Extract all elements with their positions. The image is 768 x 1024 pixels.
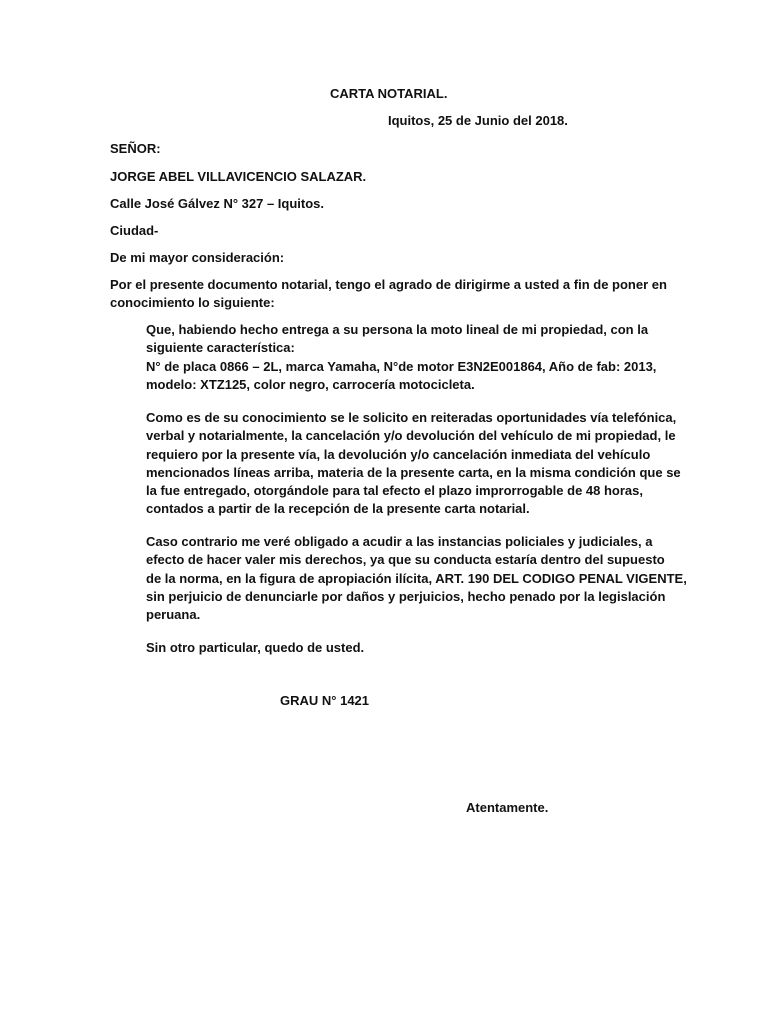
paragraph-line: mencionados líneas arriba, materia de la presente carta, en la misma condición que se — [146, 464, 681, 480]
paragraph-line: sin perjuicio de denunciarle por daños y perjuicios, hecho penado por la legislación — [146, 588, 666, 604]
paragraph-line: siguiente característica: — [146, 340, 295, 356]
intro-paragraph — [110, 276, 667, 313]
address-reference: GRAU N° 1421 — [280, 693, 370, 708]
paragraph-line: peruana. — [146, 607, 201, 623]
greeting: De mi mayor consideración: — [110, 250, 285, 265]
paragraph-line: de la norma, en la figura de apropiación ilícita, ART. 190 DEL CODIGO PENAL VIGENTE, — [146, 570, 687, 586]
body-paragraph-vehicle — [146, 321, 656, 394]
place-date: Iquitos, 25 de Junio del 2018. — [388, 113, 568, 128]
body-paragraph-warning — [146, 533, 687, 624]
paragraph-line: Caso contrario me veré obligado a acudir a las instancias policiales y judiciales, a — [146, 534, 653, 549]
paragraph-line: contados a partir de la recepción de la presente carta notarial. — [146, 501, 530, 517]
paragraph-line: la fue entregado, otorgándole para tal efecto el plazo improrrogable de 48 horas, — [146, 483, 643, 499]
recipient-address: Calle José Gálvez N° 327 – Iquitos. — [110, 196, 325, 211]
paragraph-line: verbal y notarialmente, la cancelación y/o devolución del vehículo de mi propiedad, le — [146, 428, 676, 444]
recipient-city: Ciudad- — [110, 223, 159, 238]
paragraph-line: efecto de hacer valer mis derechos, ya que su conducta estaría dentro del supuesto — [146, 552, 665, 568]
paragraph-line: modelo: XTZ125, color negro, carrocería motocicleta. — [146, 376, 475, 392]
intro-line: Por el presente documento notarial, tengo el agrado de dirigirme a usted a fin de poner en — [110, 277, 667, 292]
closing-line: Sin otro particular, quedo de usted. — [146, 640, 365, 655]
paragraph-line: requiero por la presente vía, la devolución y/o cancelación inmediata del vehículo — [146, 446, 651, 462]
recipient-name: JORGE ABEL VILLAVICENCIO SALAZAR. — [110, 169, 367, 184]
letter-title: CARTA NOTARIAL. — [330, 86, 448, 101]
body-paragraph-request — [146, 409, 681, 519]
paragraph-line: Como es de su conocimiento se le solicito en reiteradas oportunidades vía telefónica, — [146, 410, 677, 425]
sign-off: Atentamente. — [466, 800, 549, 815]
salutation-title: SEÑOR: — [110, 141, 161, 156]
intro-line: conocimiento lo siguiente: — [110, 295, 275, 311]
paragraph-line: Que, habiendo hecho entrega a su persona la moto lineal de mi propiedad, con la — [146, 322, 649, 337]
paragraph-line: N° de placa 0866 – 2L, marca Yamaha, N°de motor E3N2E001864, Año de fab: 2013, — [146, 358, 657, 374]
